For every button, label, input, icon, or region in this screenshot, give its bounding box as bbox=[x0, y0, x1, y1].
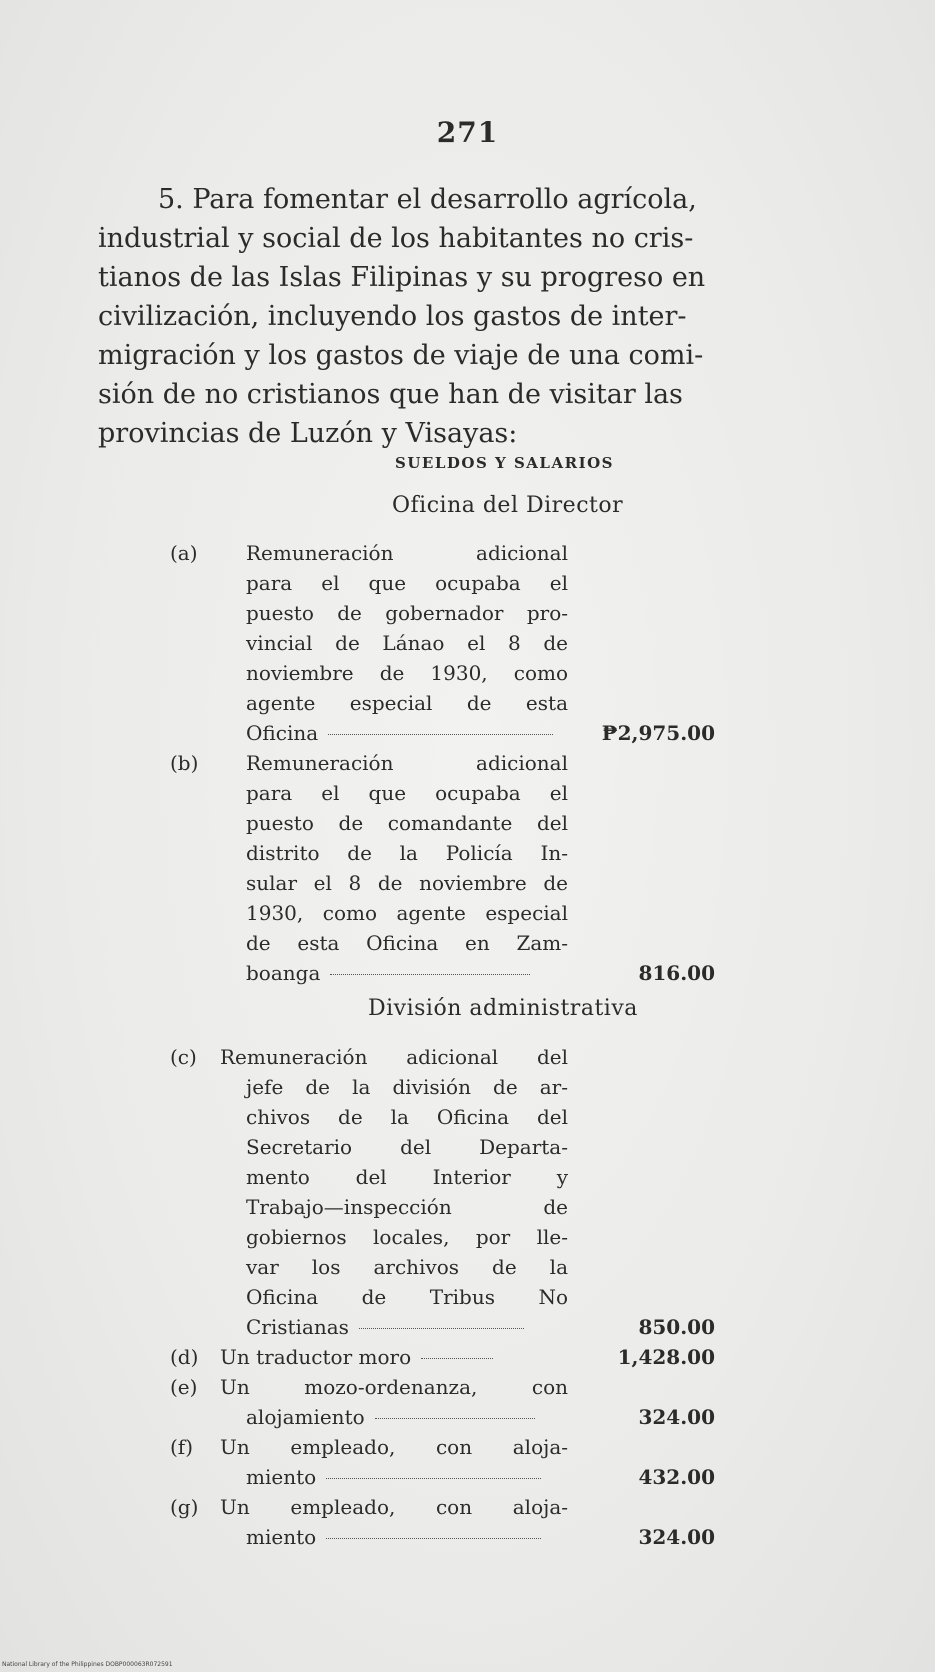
item-line: noviembre de 1930, como bbox=[246, 661, 568, 685]
item-line: puesto de gobernador pro- bbox=[246, 601, 568, 625]
dot-leader bbox=[326, 1478, 541, 1479]
item-line: de esta Oficina en Zam- bbox=[246, 931, 568, 955]
item-line: Secretario del Departa- bbox=[246, 1135, 568, 1159]
item-line: Un mozo-ordenanza, con bbox=[220, 1375, 568, 1399]
dot-leader bbox=[330, 974, 530, 975]
item-description bbox=[246, 538, 568, 748]
item-line: Un empleado, con aloja- bbox=[220, 1495, 568, 1519]
item-line-text: miento bbox=[246, 1465, 317, 1489]
item-label: (e) bbox=[170, 1375, 198, 1399]
item-line: mento del Interior y bbox=[246, 1165, 568, 1189]
item-line-text: alojamiento bbox=[246, 1405, 365, 1429]
dot-leader bbox=[359, 1328, 524, 1329]
item-line: Un empleado, con aloja- bbox=[220, 1435, 568, 1459]
budget-item-a bbox=[170, 538, 715, 748]
item-description bbox=[220, 1042, 568, 1342]
item-line-text: miento bbox=[246, 1525, 317, 1549]
item-line: agente especial de esta bbox=[246, 691, 568, 715]
intro-line: tianos de las Islas Filipinas y su progreso en bbox=[98, 262, 706, 293]
item-amount: 432.00 bbox=[638, 1465, 715, 1489]
item-label: (a) bbox=[170, 541, 198, 565]
budget-item-c bbox=[170, 1042, 715, 1342]
dot-leader bbox=[326, 1538, 541, 1539]
item-line: jefe de la división de ar- bbox=[246, 1075, 568, 1099]
item-line: distrito de la Policía In- bbox=[246, 841, 568, 865]
item-label: (c) bbox=[170, 1045, 197, 1069]
item-line-text: boanga bbox=[246, 961, 321, 985]
dot-leader bbox=[375, 1418, 535, 1419]
item-line: para el que ocupaba el bbox=[246, 571, 568, 595]
item-line: sular el 8 de noviembre de bbox=[246, 871, 568, 895]
item-line: vincial de Lánao el 8 de bbox=[246, 631, 568, 655]
item-description bbox=[246, 748, 568, 988]
item-line: Trabajo—inspección de bbox=[246, 1195, 568, 1219]
item-line-text: Un traductor moro bbox=[220, 1345, 412, 1369]
item-amount: 324.00 bbox=[638, 1525, 715, 1549]
item-line-last bbox=[246, 718, 568, 748]
footer-source: National Library of the Philippines DOBP000063R072591 bbox=[2, 1661, 173, 1668]
budget-item-g bbox=[170, 1492, 715, 1552]
item-line-text: Oficina bbox=[246, 721, 319, 745]
intro-line: civilización, incluyendo los gastos de inter- bbox=[98, 301, 687, 332]
intro-line: provincias de Luzón y Visayas: bbox=[98, 418, 518, 449]
dot-leader bbox=[328, 734, 553, 735]
subsection-title-director: Oficina del Director bbox=[392, 493, 624, 518]
intro-line: migración y los gastos de viaje de una comi- bbox=[98, 340, 704, 371]
intro-line: 5. Para fomentar el desarrollo agrícola, bbox=[158, 184, 697, 215]
budget-item-b bbox=[170, 748, 715, 988]
item-line-text: Cristianas bbox=[246, 1315, 349, 1339]
item-amount: 850.00 bbox=[638, 1315, 715, 1339]
item-line: Remuneración adicional bbox=[246, 751, 568, 775]
item-line-last bbox=[246, 1462, 568, 1492]
item-line: 1930, como agente especial bbox=[246, 901, 568, 925]
item-description bbox=[220, 1432, 568, 1492]
item-line-last bbox=[220, 1342, 568, 1372]
item-line-last bbox=[246, 1312, 568, 1342]
item-line-last bbox=[246, 1402, 568, 1432]
item-description bbox=[220, 1342, 568, 1372]
item-amount: 324.00 bbox=[638, 1405, 715, 1429]
dot-leader bbox=[421, 1358, 493, 1359]
item-label: (g) bbox=[170, 1495, 199, 1519]
item-line: gobiernos locales, por lle- bbox=[246, 1225, 568, 1249]
budget-item-d bbox=[170, 1342, 715, 1372]
item-line: chivos de la Oficina del bbox=[246, 1105, 568, 1129]
item-line-last bbox=[246, 958, 568, 988]
budget-item-f bbox=[170, 1432, 715, 1492]
item-line: para el que ocupaba el bbox=[246, 781, 568, 805]
item-line: var los archivos de la bbox=[246, 1255, 568, 1279]
item-label: (b) bbox=[170, 751, 199, 775]
page-number: 271 bbox=[436, 116, 499, 149]
item-line: Oficina de Tribus No bbox=[246, 1285, 568, 1309]
section-heading-salaries: SUELDOS Y SALARIOS bbox=[395, 454, 614, 472]
item-description bbox=[220, 1492, 568, 1552]
intro-line: sión de no cristianos que han de visitar las bbox=[98, 379, 683, 410]
item-line: Remuneración adicional bbox=[246, 541, 568, 565]
item-label: (f) bbox=[170, 1435, 194, 1459]
item-amount: 816.00 bbox=[638, 961, 715, 985]
item-description bbox=[220, 1372, 568, 1432]
budget-item-e bbox=[170, 1372, 715, 1432]
item-amount: ₱2,975.00 bbox=[601, 721, 715, 745]
item-line: puesto de comandante del bbox=[246, 811, 568, 835]
item-line: Remuneración adicional del bbox=[220, 1045, 568, 1069]
subsection-title-administrative: División administrativa bbox=[368, 996, 638, 1021]
intro-line: industrial y social de los habitantes no cris- bbox=[98, 223, 694, 254]
intro-paragraph bbox=[98, 180, 738, 453]
item-amount: 1,428.00 bbox=[617, 1345, 715, 1369]
item-label: (d) bbox=[170, 1345, 199, 1369]
item-line-last bbox=[246, 1522, 568, 1552]
